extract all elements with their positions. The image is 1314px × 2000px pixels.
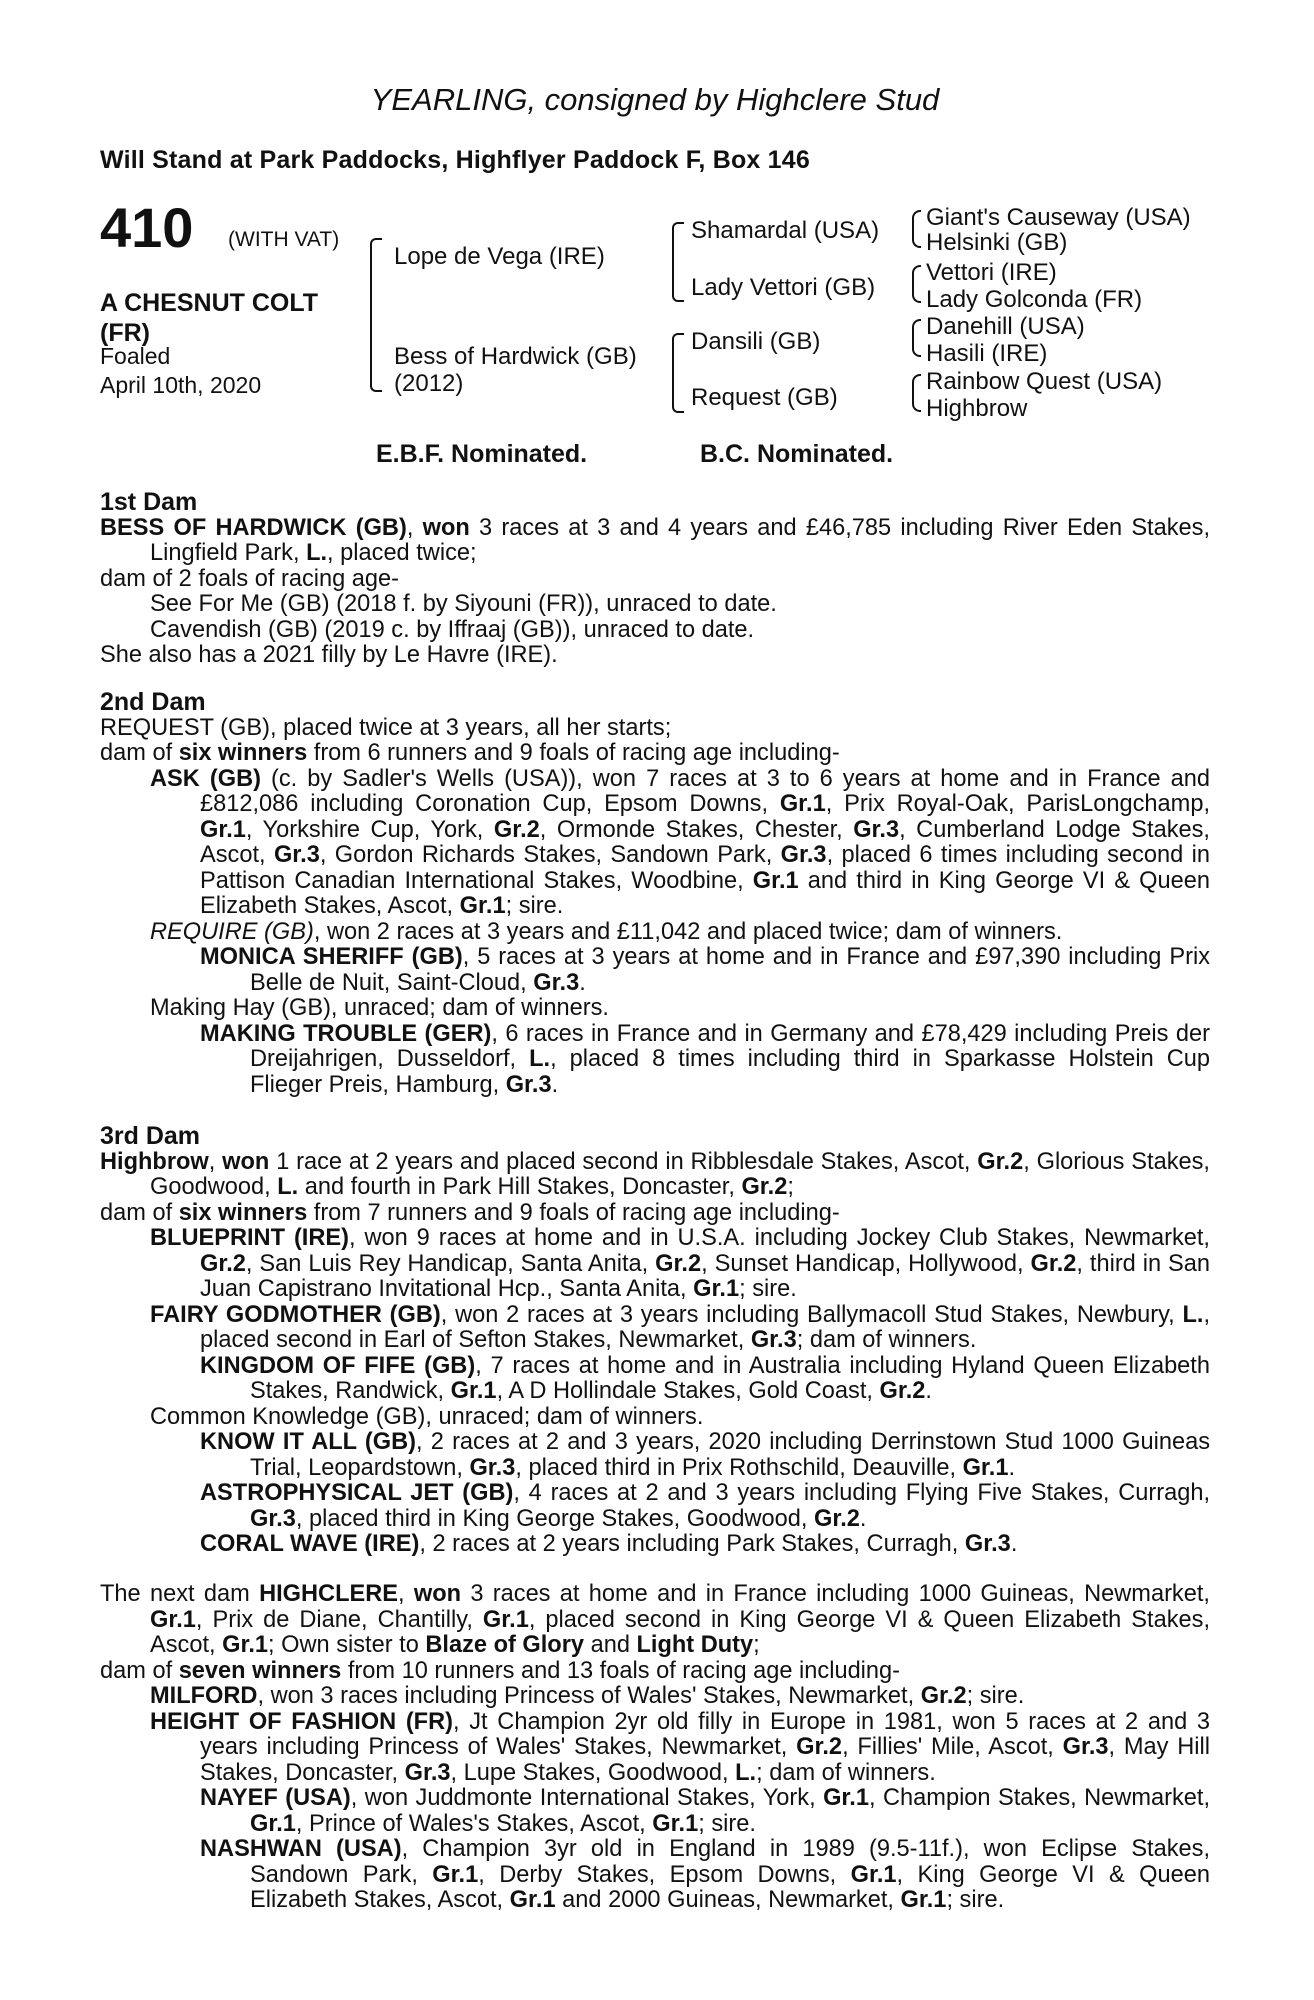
pedigree-brace-dam xyxy=(672,333,684,413)
third-dam-dam-of: dam of six winners from 7 runners and 9 foals of racing age including- xyxy=(100,1199,840,1226)
foaled-date xyxy=(100,342,261,400)
pedigree-dd: Request (GB) xyxy=(691,384,838,411)
pedigree-ds: Dansili (GB) xyxy=(691,328,821,355)
list-item: MAKING TROUBLE (GER), 6 races in France and in Germany and £78,429 including Preis der Dreijahrigen, Dusseldorf, L., placed 8 times including third in Sparkasse Holstein Cup Flieger Preis, Hamburg, Gr.3. xyxy=(200,1020,1211,1098)
pedigree-brace-main xyxy=(370,238,382,392)
pedigree-sdd: Lady Golconda (FR) xyxy=(926,286,1143,313)
pedigree-ss: Shamardal (USA) xyxy=(691,217,880,244)
first-dam-section xyxy=(100,490,1210,669)
second-dam-section xyxy=(100,690,1210,1098)
foaled-value: April 10th, 2020 xyxy=(100,372,262,398)
first-dam-record: BESS OF HARDWICK (GB), won 3 races at 3 and 4 years and £46,785 including River Eden Stakes, Lingfield Park, L., placed twice; xyxy=(100,514,1210,566)
list-item: BLUEPRINT (IRE), won 9 races at home and in U.S.A. including Jockey Club Stakes, Newmarket, Gr.2, San Luis Rey Handicap, Santa Anita, Gr.2, Sunset Handicap, Hollywood, Gr.2, third in San Juan Capistrano Invitational Hcp., Santa Anita, Gr.1; sire. xyxy=(150,1225,1211,1302)
section-title: 3rd Dam xyxy=(100,1122,201,1150)
lot-number: 410 xyxy=(100,196,194,259)
list-item: MONICA SHERIFF (GB), 5 races at 3 years at home and in France and £97,390 including Prix Belle de Nuit, Saint-Cloud, Gr.3. xyxy=(200,944,1210,996)
pedigree-dds: Rainbow Quest (USA) xyxy=(926,368,1163,395)
list-item: HEIGHT OF FASHION (FR), Jt Champion 2yr old filly in Europe in 1981, won 5 races at 2 and 3 years including Princess of Wales' Stakes, Newmarket, Gr.2, Fillies' Mile, Ascot, Gr.3, May Hill Stakes, Doncaster, Gr.3, Lupe Stakes, Goodwood, L.; dam of winners. xyxy=(150,1708,1210,1786)
list-item: FAIRY GODMOTHER (GB), won 2 races at 3 years including Ballymacoll Stud Stakes, Newbury, L., placed second in Earl of Sefton Stakes, Newmarket, Gr.3; dam of winners. xyxy=(150,1301,1211,1353)
lot-vat: (WITH VAT) xyxy=(228,228,340,251)
list-item: Making Hay (GB), unraced; dam of winners. xyxy=(150,995,609,1021)
next-dam-dam-of: dam of seven winners from 10 runners and 13 foals of racing age including- xyxy=(100,1657,901,1684)
list-item: NAYEF (USA), won Juddmonte International Stakes, York, Gr.1, Champion Stakes, Newmarket, Gr.1, Prince of Wales's Stakes, Ascot, Gr.1; sire. xyxy=(200,1785,1210,1837)
list-item: ASTROPHYSICAL JET (GB), 4 races at 2 and 3 years including Flying Five Stakes, Curragh, Gr.3, placed third in King George Stakes, Goodwood, Gr.2. xyxy=(200,1480,1210,1532)
next-dam-section xyxy=(100,1582,1210,1914)
list-item: MILFORD, won 3 races including Princess of Wales' Stakes, Newmarket, Gr.2; sire. xyxy=(150,1683,1025,1709)
pedigree-sds: Vettori (IRE) xyxy=(926,259,1057,286)
list-item: Common Knowledge (GB), unraced; dam of winners. xyxy=(150,1403,704,1430)
second-dam-dam-of: dam of six winners from 6 runners and 9 foals of racing age including- xyxy=(100,740,840,766)
first-dam-also: She also has a 2021 filly by Le Havre (IRE). xyxy=(100,642,558,668)
page-heading: YEARLING, consigned by Highclere Stud xyxy=(370,82,940,117)
pedigree-ddd: Highbrow xyxy=(926,395,1028,422)
list-item: NASHWAN (USA), Champion 3yr old in England in 1989 (9.5-11f.), won Eclipse Stakes, Sandown Park, Gr.1, Derby Stakes, Epsom Downs, Gr.1, King George VI & Queen Elizabeth Stakes, Ascot, Gr.1 and 2000 Guineas, Newmarket, Gr.1; sire. xyxy=(200,1836,1210,1913)
pedigree-brace-sire xyxy=(672,222,684,302)
pedigree-sd: Lady Vettori (GB) xyxy=(691,274,876,301)
pedigree-dsd: Hasili (IRE) xyxy=(926,340,1048,367)
section-title: 1st Dam xyxy=(100,488,198,516)
second-dam-record: REQUEST (GB), placed twice at 3 years, all her starts; xyxy=(100,714,672,741)
bc-nomination: B.C. Nominated. xyxy=(700,440,894,468)
pedigree-brace-sd xyxy=(912,265,921,303)
next-dam-record: The next dam HIGHCLERE, won 3 races at home and in France including 1000 Guineas, Newmarket, Gr.1, Prix de Diane, Chantilly, Gr.1, placed second in King George VI & Queen Elizabeth Stakes, Ascot, Gr.1; Own sister to Blaze of Glory and Light Duty; xyxy=(100,1581,1210,1658)
stand-location: Will Stand at Park Paddocks, Highflyer Paddock F, Box 146 xyxy=(100,146,810,174)
pedigree-dss: Danehill (USA) xyxy=(926,313,1085,340)
list-item: See For Me (GB) (2018 f. by Siyouni (FR)), unraced to date. xyxy=(150,591,777,617)
lot-description-line2: (FR) xyxy=(100,319,150,347)
pedigree-sire: Lope de Vega (IRE) xyxy=(394,243,605,270)
list-item: CORAL WAVE (IRE), 2 races at 2 years including Park Stakes, Curragh, Gr.3. xyxy=(200,1531,1018,1557)
list-item: KNOW IT ALL (GB), 2 races at 2 and 3 years, 2020 including Derrinstown Stud 1000 Guineas Trial, Leopardstown, Gr.3, placed third in Prix Rothschild, Deauville, Gr.1. xyxy=(200,1429,1210,1481)
lot-description xyxy=(100,288,318,348)
section-title: 2nd Dam xyxy=(100,688,206,716)
foaled-label: Foaled xyxy=(100,343,171,369)
third-dam-record: Highbrow, won 1 race at 2 years and placed second in Ribblesdale Stakes, Ascot, Gr.2, Glorious Stakes, Goodwood, L. and fourth in Park Hill Stakes, Doncaster, Gr.2; xyxy=(100,1148,1210,1200)
third-dam-section xyxy=(100,1124,1210,1558)
pedigree-sss: Giant's Causeway (USA) xyxy=(926,204,1191,231)
list-item: ASK (GB) (c. by Sadler's Wells (USA)), won 7 races at 3 to 6 years at home and in France and £812,086 including Coronation Cup, Epsom Downs, Gr.1, Prix Royal-Oak, ParisLongchamp, Gr.1, Yorkshire Cup, York, Gr.2, Ormonde Stakes, Chester, Gr.3, Cumberland Lodge Stakes, Ascot, Gr.3, Gordon Richards Stakes, Sandown Park, Gr.3, placed 6 times including second in Pattison Canadian International Stakes, Woodbine, Gr.1 and third in King George VI & Queen Elizabeth Stakes, Ascot, Gr.1; sire. xyxy=(150,765,1211,919)
list-item: KINGDOM OF FIFE (GB), 7 races at home and in Australia including Hyland Queen Elizabeth Stakes, Randwick, Gr.1, A D Hollindale Stakes, Gold Coast, Gr.2. xyxy=(200,1352,1210,1404)
first-dam-dam-of: dam of 2 foals of racing age- xyxy=(100,565,400,592)
list-item: Cavendish (GB) (2019 c. by Iffraaj (GB)), unraced to date. xyxy=(150,616,755,643)
ebf-nomination: E.B.F. Nominated. xyxy=(376,440,588,468)
pedigree-ssd: Helsinki (GB) xyxy=(926,229,1068,256)
pedigree-brace-ds xyxy=(912,319,921,357)
lot-description-line1: A CHESNUT COLT xyxy=(100,289,319,317)
pedigree-brace-dd xyxy=(912,374,921,412)
pedigree-dam: Bess of Hardwick (GB) xyxy=(394,343,637,370)
pedigree-dam-year: (2012) xyxy=(394,370,464,397)
pedigree-brace-ss xyxy=(912,210,921,248)
list-item: REQUIRE (GB), won 2 races at 3 years and £11,042 and placed twice; dam of winners. xyxy=(150,918,1063,945)
